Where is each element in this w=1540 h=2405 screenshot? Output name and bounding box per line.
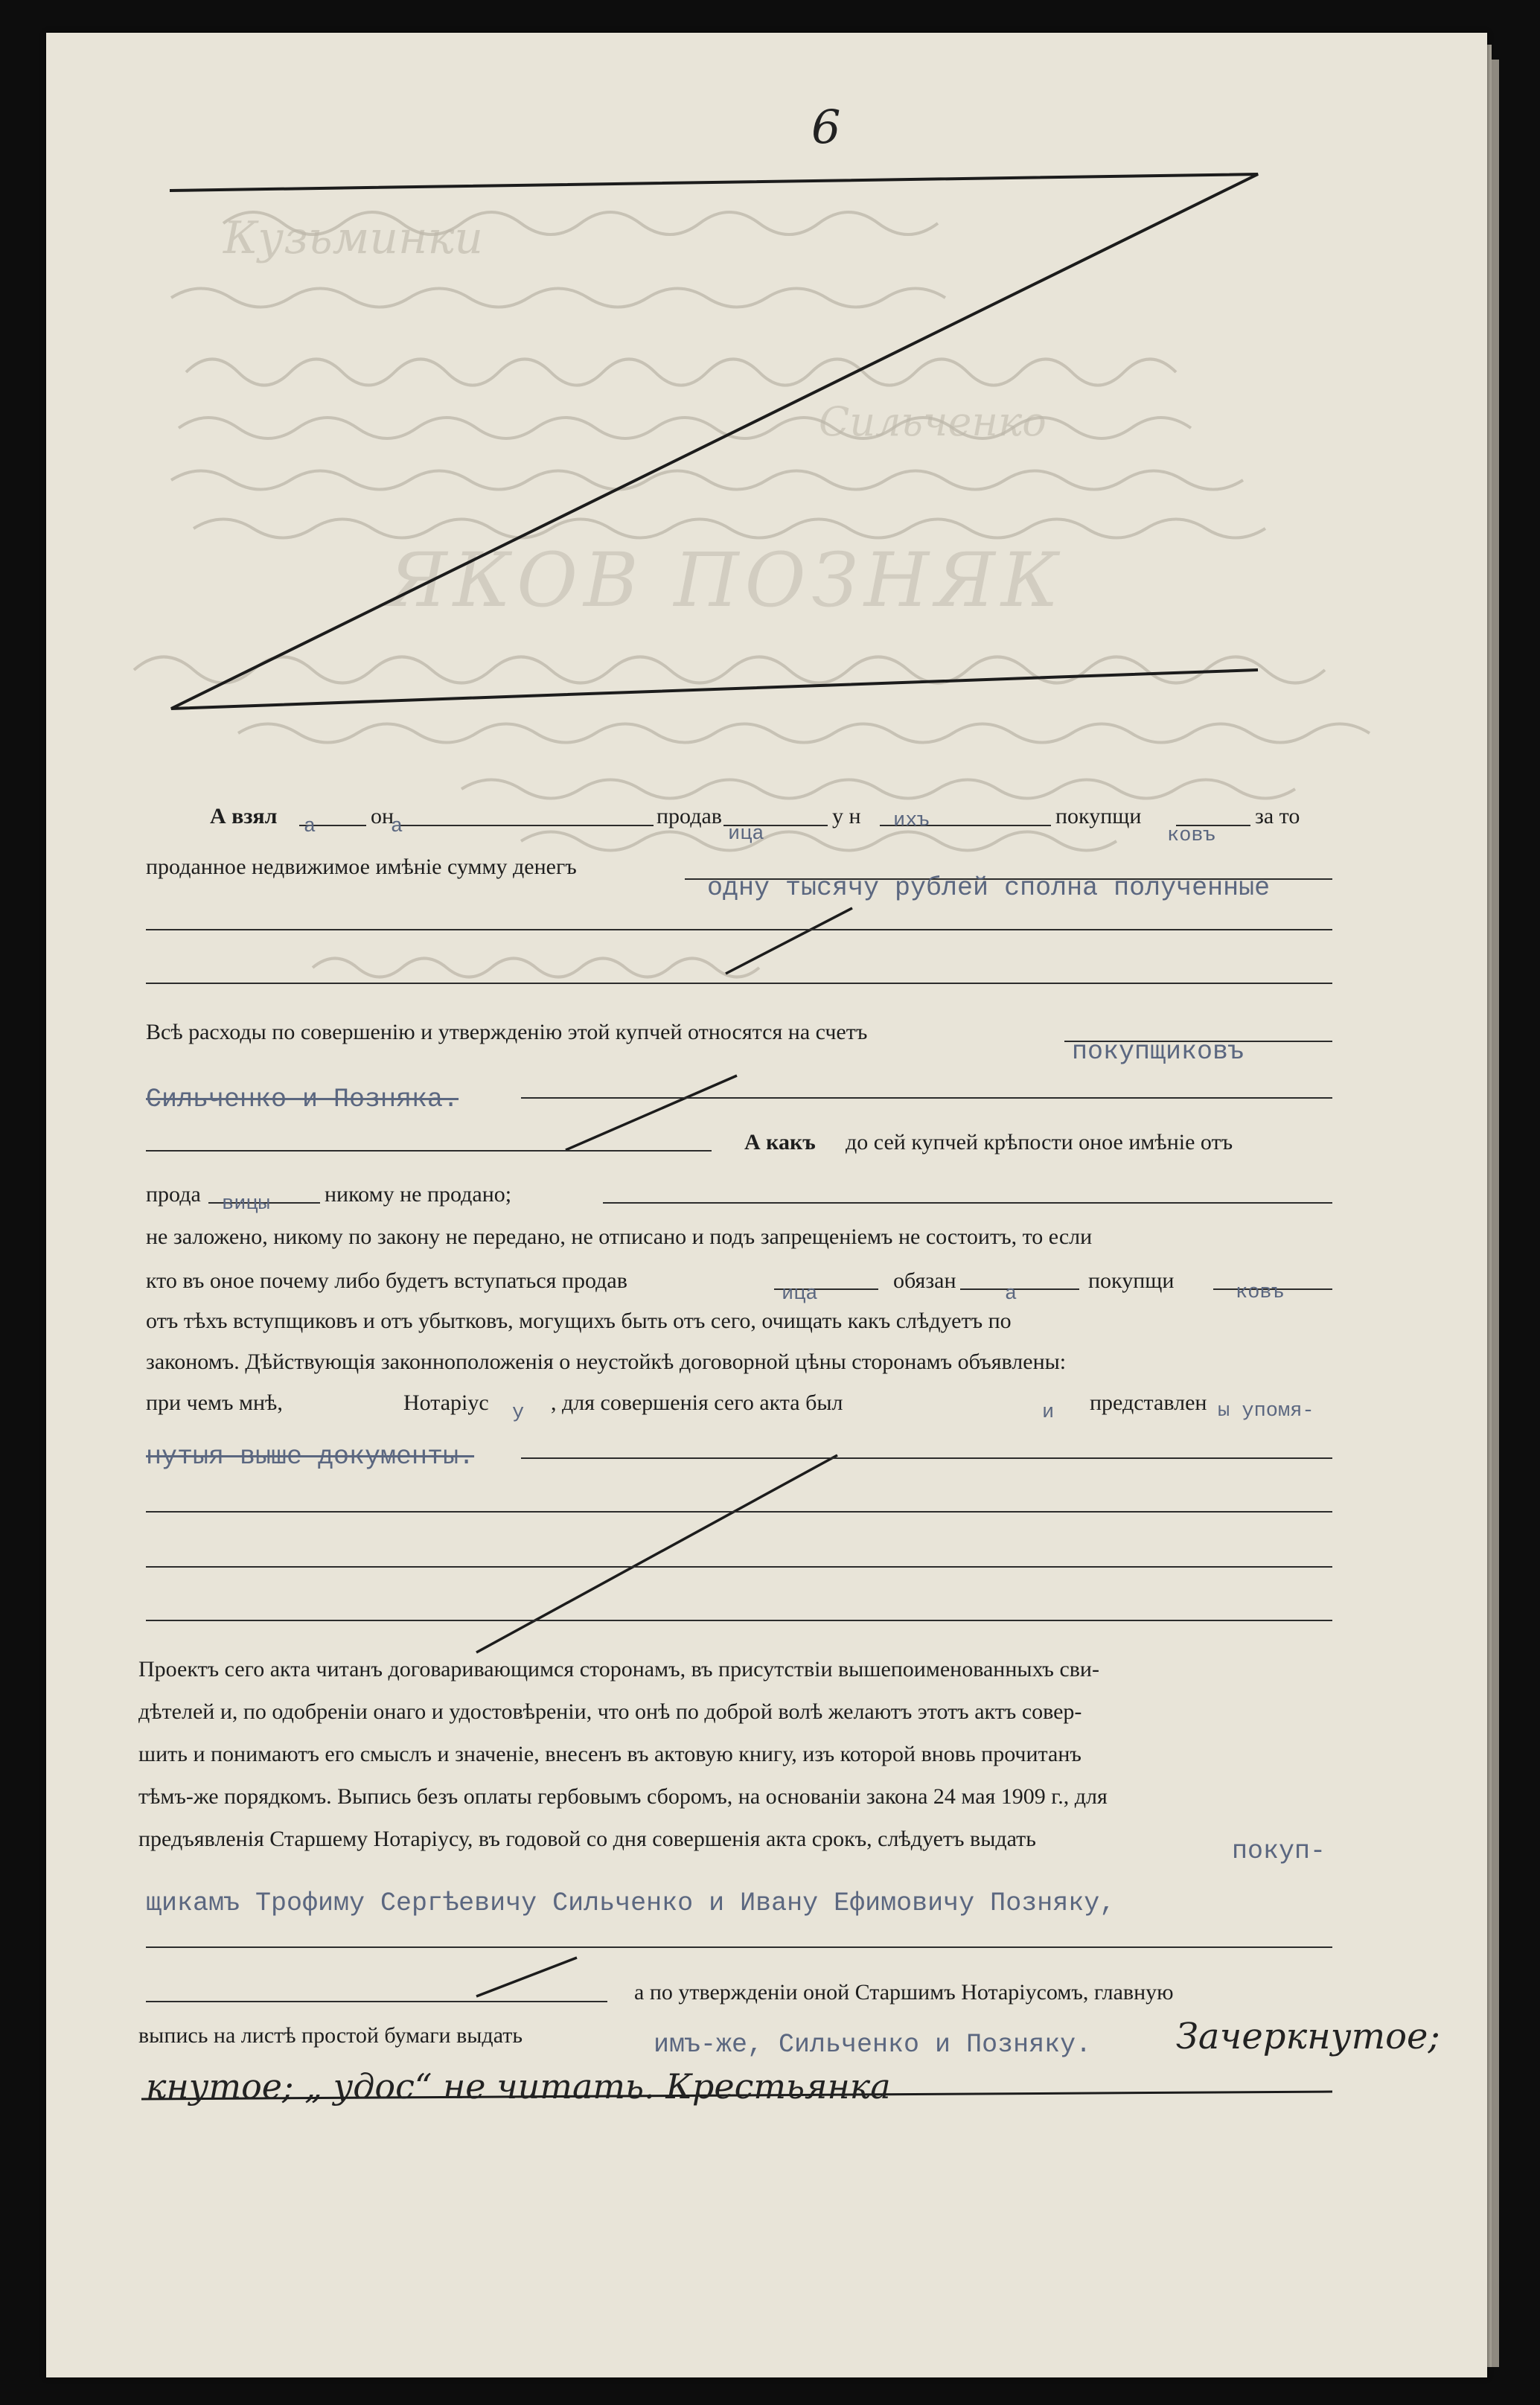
blank-line (400, 825, 654, 826)
typed-pokupshchikov: покупщиковъ (1072, 1037, 1245, 1067)
label-sum: проданное недвижимое имѣніе сумму денегъ (146, 855, 577, 879)
label-a-kak: А какъ (744, 1130, 816, 1154)
label-a-kak-rest: до сей купчей крѣпости оное имѣніе отъ (846, 1130, 1233, 1154)
para-line-5d: представлен (1090, 1390, 1207, 1415)
blank-line (146, 929, 1332, 930)
typed-pokup: покуп- (1232, 1836, 1326, 1866)
project-line-3: шить и понимаютъ его смыслъ и значеніе, внесенъ въ актовую книгу, изъ которой вновь прочитанъ (138, 1742, 1081, 1766)
typed-vitsy: вицы (222, 1193, 270, 1216)
label-prodav: продав (656, 804, 722, 828)
blank-line (521, 1097, 1332, 1099)
blank-line (960, 1288, 1079, 1290)
typed-recipients: щикамъ Трофиму Сергѣевичу Сильченко и Ивану Ефимовичу Позняку, (146, 1888, 1116, 1918)
typed-i: и (1042, 1402, 1055, 1424)
typed-kov-2: ковъ (1236, 1282, 1284, 1304)
para-line-4: закономъ. Дѣйствующія законноположенія о неустойкѣ договорной цѣны сторонамъ объявлены: (146, 1350, 1067, 1374)
typed-kov: ковъ (1167, 825, 1215, 847)
label-u-n: у н (832, 804, 861, 828)
faint-text-3: Сильченко (819, 398, 1047, 445)
para-line-2a: кто въ оное почему либо будетъ вступаться продав (146, 1268, 627, 1293)
project-line-5: предъявленія Старшему Нотаріусу, въ годовой со дня совершенія акта срокъ, слѣдуетъ выдать (138, 1827, 1036, 1851)
label-approval: а по утвержденіи оной Старшимъ Нотаріусомъ, главную (634, 1980, 1174, 2005)
para-line-1: не заложено, никому по закону не передано, не отписано и подъ запрещеніемъ не состоитъ, то если (146, 1224, 1093, 1249)
para-line-5a: при чемъ мнѣ, (146, 1390, 283, 1415)
typed-documents: нутыя выше документы. (146, 1442, 475, 1472)
page-number: 6 (811, 100, 841, 154)
typed-silchenko-poznyak: Сильченко и Позняка. (146, 1085, 459, 1114)
label-nikomu: никому не продано; (325, 1182, 512, 1207)
typed-itsa: ица (728, 823, 764, 846)
label-pokupshchi: покупщи (1055, 804, 1142, 828)
typed-a-3: а (1005, 1283, 1017, 1306)
label-a-vzyal: А взял (210, 804, 278, 828)
faint-text-1: Кузьминки (223, 212, 484, 264)
label-vypis: выпись на листѣ простой бумаги выдать (138, 2023, 523, 2048)
project-line-4: тѣмъ-же порядкомъ. Выпись безъ оплаты гербовымъ сборомъ, на основаніи закона 24 мая 1909 г., для (138, 1784, 1108, 1809)
blank-line (146, 1620, 1332, 1621)
blank-line (146, 1511, 1332, 1513)
para-line-5b: Нотаріус (403, 1390, 489, 1415)
typed-a-2: а (391, 816, 403, 838)
handwritten-zacherk: Зачеркнутое; (1176, 2016, 1440, 2057)
typed-sum: одну тысячу рублей сполна полученные (707, 873, 1271, 903)
blank-line (146, 1566, 1332, 1568)
para-line-3: отъ тѣхъ вступщиковъ и отъ убытковъ, могущихъ быть отъ сего, очищать какъ слѣдуетъ по (146, 1309, 1012, 1333)
para-line-2b: обязан (893, 1268, 956, 1293)
label-expenses: Всѣ расходы по совершенію и утвержденію этой купчей относятся на счетъ (146, 1020, 868, 1044)
blank-line (146, 2001, 607, 2002)
blank-line (146, 1150, 712, 1152)
blank-line (146, 1946, 1332, 1948)
project-line-2: дѣтелей и, по одобреніи онаго и удостовѣреніи, что онѣ по доброй волѣ желаютъ этотъ актъ совер- (138, 1699, 1082, 1724)
typed-ikh: ихъ (893, 810, 930, 832)
project-line-1: Проектъ сего акта читанъ договаривающимся сторонамъ, въ присутствіи вышепоименованныхъ сви- (138, 1657, 1099, 1681)
typed-itsa-2: ица (782, 1283, 818, 1306)
typed-a-1: а (304, 816, 316, 838)
typed-y-upomya: ы упомя- (1218, 1400, 1314, 1422)
blank-line (603, 1202, 1332, 1204)
blank-line (146, 983, 1332, 984)
para-line-5c: , для совершенія сего акта был (551, 1390, 843, 1415)
label-za-to: за то (1255, 804, 1300, 828)
typed-vypis: имъ-же, Сильченко и Позняку. (654, 2030, 1092, 2060)
para-line-2c: покупщи (1088, 1268, 1175, 1293)
typed-u: у (512, 1402, 525, 1424)
blank-line (521, 1457, 1332, 1459)
label-proda: прода (146, 1182, 201, 1207)
label-on: он (371, 804, 394, 828)
faint-text-2: ЯКОВ ПОЗНЯК (387, 537, 1065, 624)
handwritten-note: кнутое; „ удос“ не читать. Крестьянка (146, 2066, 891, 2107)
